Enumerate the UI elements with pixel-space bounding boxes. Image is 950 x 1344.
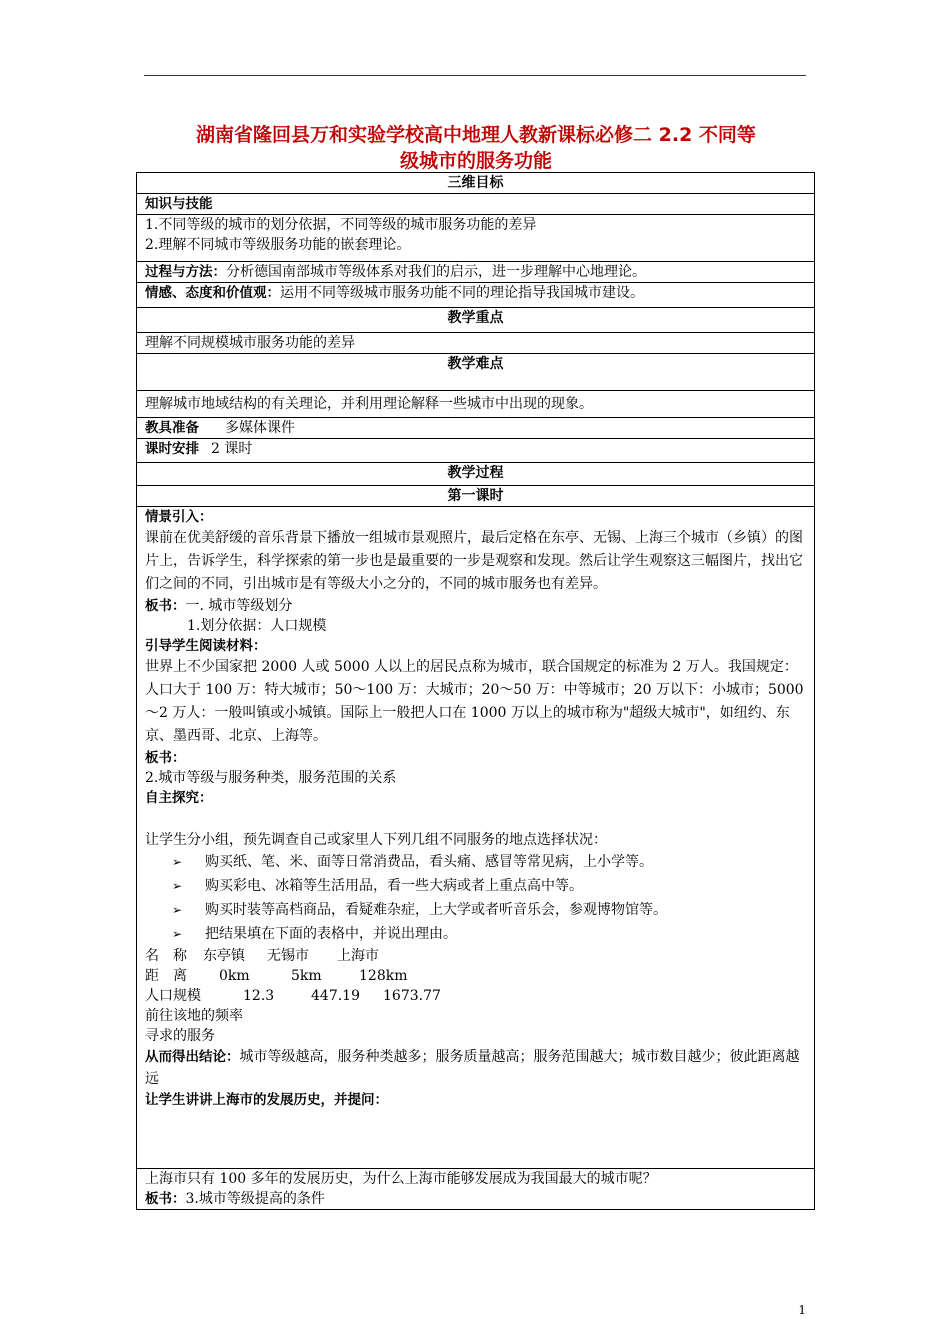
grid-name-row: 名 称 东亭镇 无锡市 上海市	[145, 948, 379, 964]
schedule-cell	[137, 439, 815, 463]
shanghai-prompt: 让学生讲讲上海市的发展历史，并提问：	[145, 1092, 388, 1108]
lesson-body	[137, 507, 815, 1169]
list-item: ➢ 购买时装等高档商品，看疑难杂症，上大学或者听音乐会，参观博物馆等。	[145, 898, 806, 922]
tools-cell	[137, 418, 815, 439]
header-rule	[144, 75, 806, 76]
board1-label: 板书：	[145, 598, 186, 614]
reading-label: 引导学生阅读材料：	[145, 638, 267, 654]
focus-text: 理解不同规模城市服务功能的差异	[137, 333, 815, 354]
arrow-bullet-icon: ➢	[172, 855, 183, 869]
schedule-text: 2 课时	[211, 441, 253, 457]
knowledge-item: 2.理解不同城市等级服务功能的嵌套理论。	[145, 237, 411, 253]
closing-cell	[137, 1169, 815, 1210]
arrow-bullet-icon: ➢	[172, 879, 183, 893]
explore-label: 自主探究：	[145, 790, 213, 806]
board3-label: 板书：	[145, 1191, 186, 1207]
intro-label: 情景引入：	[145, 509, 213, 525]
teaching-process-header: 教学过程	[137, 463, 815, 486]
conclusion-label: 从而得出结论：	[145, 1049, 240, 1065]
process-method-cell	[137, 262, 815, 283]
objectives-header: 三维目标	[137, 173, 815, 194]
list-item: ➢ 把结果填在下面的表格中，并说出理由。	[145, 922, 806, 946]
board1-text: 一. 城市等级划分	[185, 598, 293, 614]
board3	[145, 1189, 806, 1209]
intro-text: 课前在优美舒缓的音乐背景下播放一组城市景观照片，最后定格在东亭、无锡、上海三个城市（乡镇）的图片上，告诉学生，科学探索的第一步也是最重要的一步是观察和发现。然后让学生观察这三幅图片，找出它们之间的不同，引出城市是有等级大小之分的，不同的城市服务也有差异。	[145, 530, 803, 592]
reading-text: 世界上不少国家把 2000 人或 5000 人以上的居民点称为城市，联合国规定的标准为 2 万人。我国规定：人口大于 100 万：特大城市；50～100 万：大城市；20～50 万：中等城市；20 万以下：小城市；5000～2 万人：一般叫镇或小城镇。国际上一般把人口在 1000 万以上的城市称为"超级大城市"，如纽约、东京、墨西哥、北京、上海等。	[145, 659, 804, 744]
board3-text: 3.城市等级提高的条件	[185, 1191, 325, 1207]
document-title	[140, 122, 812, 174]
arrow-bullet-icon: ➢	[172, 927, 183, 941]
knowledge-cell	[137, 194, 815, 215]
emotion-cell	[137, 283, 815, 308]
list-item: ➢ 购买纸、笔、米、面等日常消费品，看头痛、感冒等常见病，上小学等。	[145, 850, 806, 874]
board1-sub: 1.划分依据：人口规模	[187, 618, 327, 634]
process-label: 过程与方法：	[145, 264, 226, 280]
list-item: ➢ 购买彩电、冰箱等生活用品，看一些大病或者上重点高中等。	[145, 874, 806, 898]
conclusion	[145, 1046, 806, 1090]
schedule-label: 课时安排	[145, 441, 199, 457]
explore-text: 让学生分小组，预先调查自己或家里人下列几组不同服务的地点选择状况：	[145, 832, 607, 848]
difficulty-text: 理解城市地域结构的有关理论，并利用理论解释一些城市中出现的现象。	[137, 391, 815, 418]
grid-service-row: 寻求的服务	[145, 1028, 215, 1044]
grid-frequency-row: 前往该地的频率	[145, 1008, 243, 1024]
title-line-1: 湖南省隆回县万和实验学校高中地理人教新课标必修二 2.2 不同等	[196, 124, 756, 146]
knowledge-label: 知识与技能	[145, 196, 213, 212]
arrow-bullet-icon: ➢	[172, 903, 183, 917]
tools-label: 教具准备	[145, 420, 199, 436]
lesson-plan-table	[136, 172, 815, 1210]
process-text: 分析德国南部城市等级体系对我们的启示，进一步理解中心地理论。	[226, 264, 646, 280]
grid-population-row: 人口规模 12.3 447.19 1673.77	[145, 988, 441, 1004]
emotion-label: 情感、态度和价值观：	[145, 285, 280, 301]
difficulty-header: 教学难点	[137, 354, 815, 391]
board1	[145, 596, 806, 616]
lesson-header: 第一课时	[137, 486, 815, 507]
page-number: 1	[798, 1303, 806, 1317]
conclusion-text: 城市等级越高，服务种类越多；服务质量越高；服务范围越大；城市数目越少；彼此距离越远	[145, 1049, 800, 1087]
board2-label: 板书：	[145, 750, 186, 766]
title-line-2: 级城市的服务功能	[399, 150, 552, 172]
grid-distance-row: 距 离 0km 5km 128km	[145, 968, 408, 984]
emotion-text: 运用不同等级城市服务功能不同的理论指导我国城市建设。	[280, 285, 644, 301]
focus-header: 教学重点	[137, 308, 815, 333]
board2-text: 2.城市等级与服务种类，服务范围的关系	[145, 770, 397, 786]
knowledge-item: 1.不同等级的城市的划分依据，不同等级的城市服务功能的差异	[145, 217, 537, 233]
knowledge-items-cell	[137, 215, 815, 262]
tools-text: 多媒体课件	[225, 420, 295, 436]
shanghai-question: 上海市只有 100 多年的发展历史，为什么上海市能够发展成为我国最大的城市呢？	[145, 1171, 657, 1187]
